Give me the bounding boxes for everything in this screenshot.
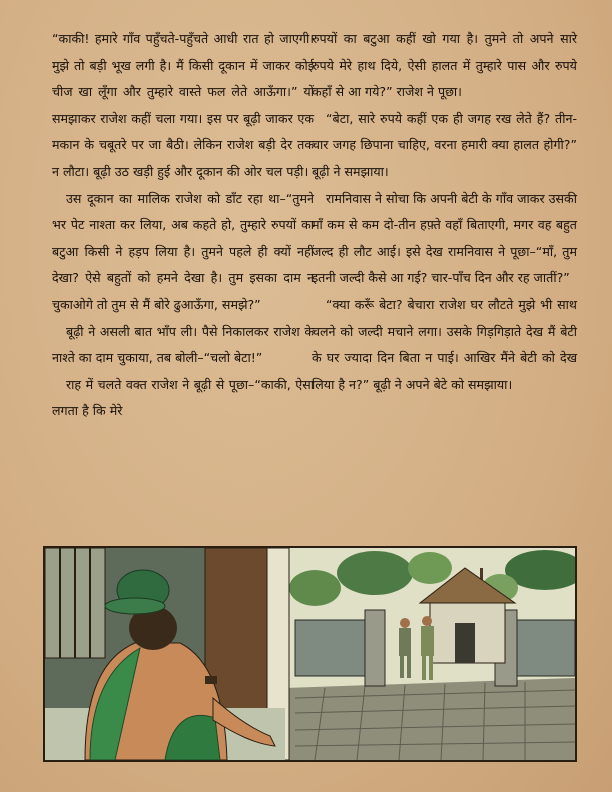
courtyard xyxy=(285,678,575,760)
gate-pillar xyxy=(365,610,385,686)
hut-door xyxy=(455,623,475,663)
paragraph: “क्या करूँ बेटा? बेचारा राजेश घर लौटते मुझे भी साथ चलने को जल्दी मचाने लगा। उसके गिड़गिड़ाते देख मैं बेटी के घर ज्यादा दिन बिता न पाई। आखिर मैंने बेटी को देख लिया है न?” बूढ़ी ने अपने बेटे को समझाया। xyxy=(312,296,577,392)
illustration-panel xyxy=(43,546,577,762)
paragraph: रामनिवास ने सोचा कि अपनी बेटी के गाँव जाकर उसकी माँ कम से कम दो-तीन हफ़्ते वहाँ बिताएगी, मगर वह बहुत जल्द ही लौट आई। इसे देख रामनिवास ने पूछा–“माँ, तुम इतनी जल्दी कैसे आ गई? चार-पाँच दिन और रह जातीं?” xyxy=(312,190,577,286)
paragraph: “काकी! हमारे गाँव पहुँचते-पहुँचते आधी रात हो जाएगी। मुझे तो बड़ी भूख लगी है। मैं किसी दूकान में जाकर कोई चीज खा लूँगा और तुम्हारे वास्ते फल लेते आऊँगा।” यों समझाकर राजेश कहीं चला गया। इस पर बूढ़ी जाकर एक मकान के चबूतरे पर जा बैठी। लेकिन राजेश बड़ी देर तक न लौटा। बूढ़ी उठ खड़ी हुई और दूकान की ओर चल पड़ी। xyxy=(52,31,314,179)
left-text-column xyxy=(52,26,314,425)
paragraph: बूढ़ी ने असली बात भाँप ली। पैसे निकालकर राजेश के नाश्ते का दाम चुकाया, तब बोली–“चलो बेटा!” xyxy=(52,323,314,366)
paragraph: रुपयों का बटुआ कहीं खो गया है। तुमने तो अपने सारे रुपये मेरे हाथ दिये, ऐसी हालत में तुम्हारे पास और रुपये कहाँ से आ गये?” राजेश ने पूछा। xyxy=(312,31,577,100)
wall-left xyxy=(295,620,365,676)
illustration xyxy=(45,548,575,760)
right-text-column xyxy=(312,26,577,398)
paragraph: राह में चलते वक्त राजेश ने बूढ़ी से पूछा–“काकी, ऐसा लगता है कि मेरे xyxy=(52,376,314,419)
paragraph: “बेटा, सारे रुपये कहीं एक ही जगह रख लेते हैं? तीन-चार जगह छिपाना चाहिए, वरना हमारी क्या हालत होगी?” बूढ़ी ने समझाया। xyxy=(312,110,577,179)
paragraph: उस दूकान का मालिक राजेश को डाँट रहा था–“तुमने भर पेट नाश्ता कर लिया, अब कहते हो, तुम्हारे रुपयों का बटुआ किसी ने हड़प लिया है। तुमने पहले ही क्यों नहीं देखा? ऐसे बहुतों को हमने देखा है। तुम इसका दाम न चुकाओगे तो तुम से मैं बोरे ढुआऊँगा, समझे?” xyxy=(52,190,314,312)
wall-right xyxy=(517,620,575,676)
